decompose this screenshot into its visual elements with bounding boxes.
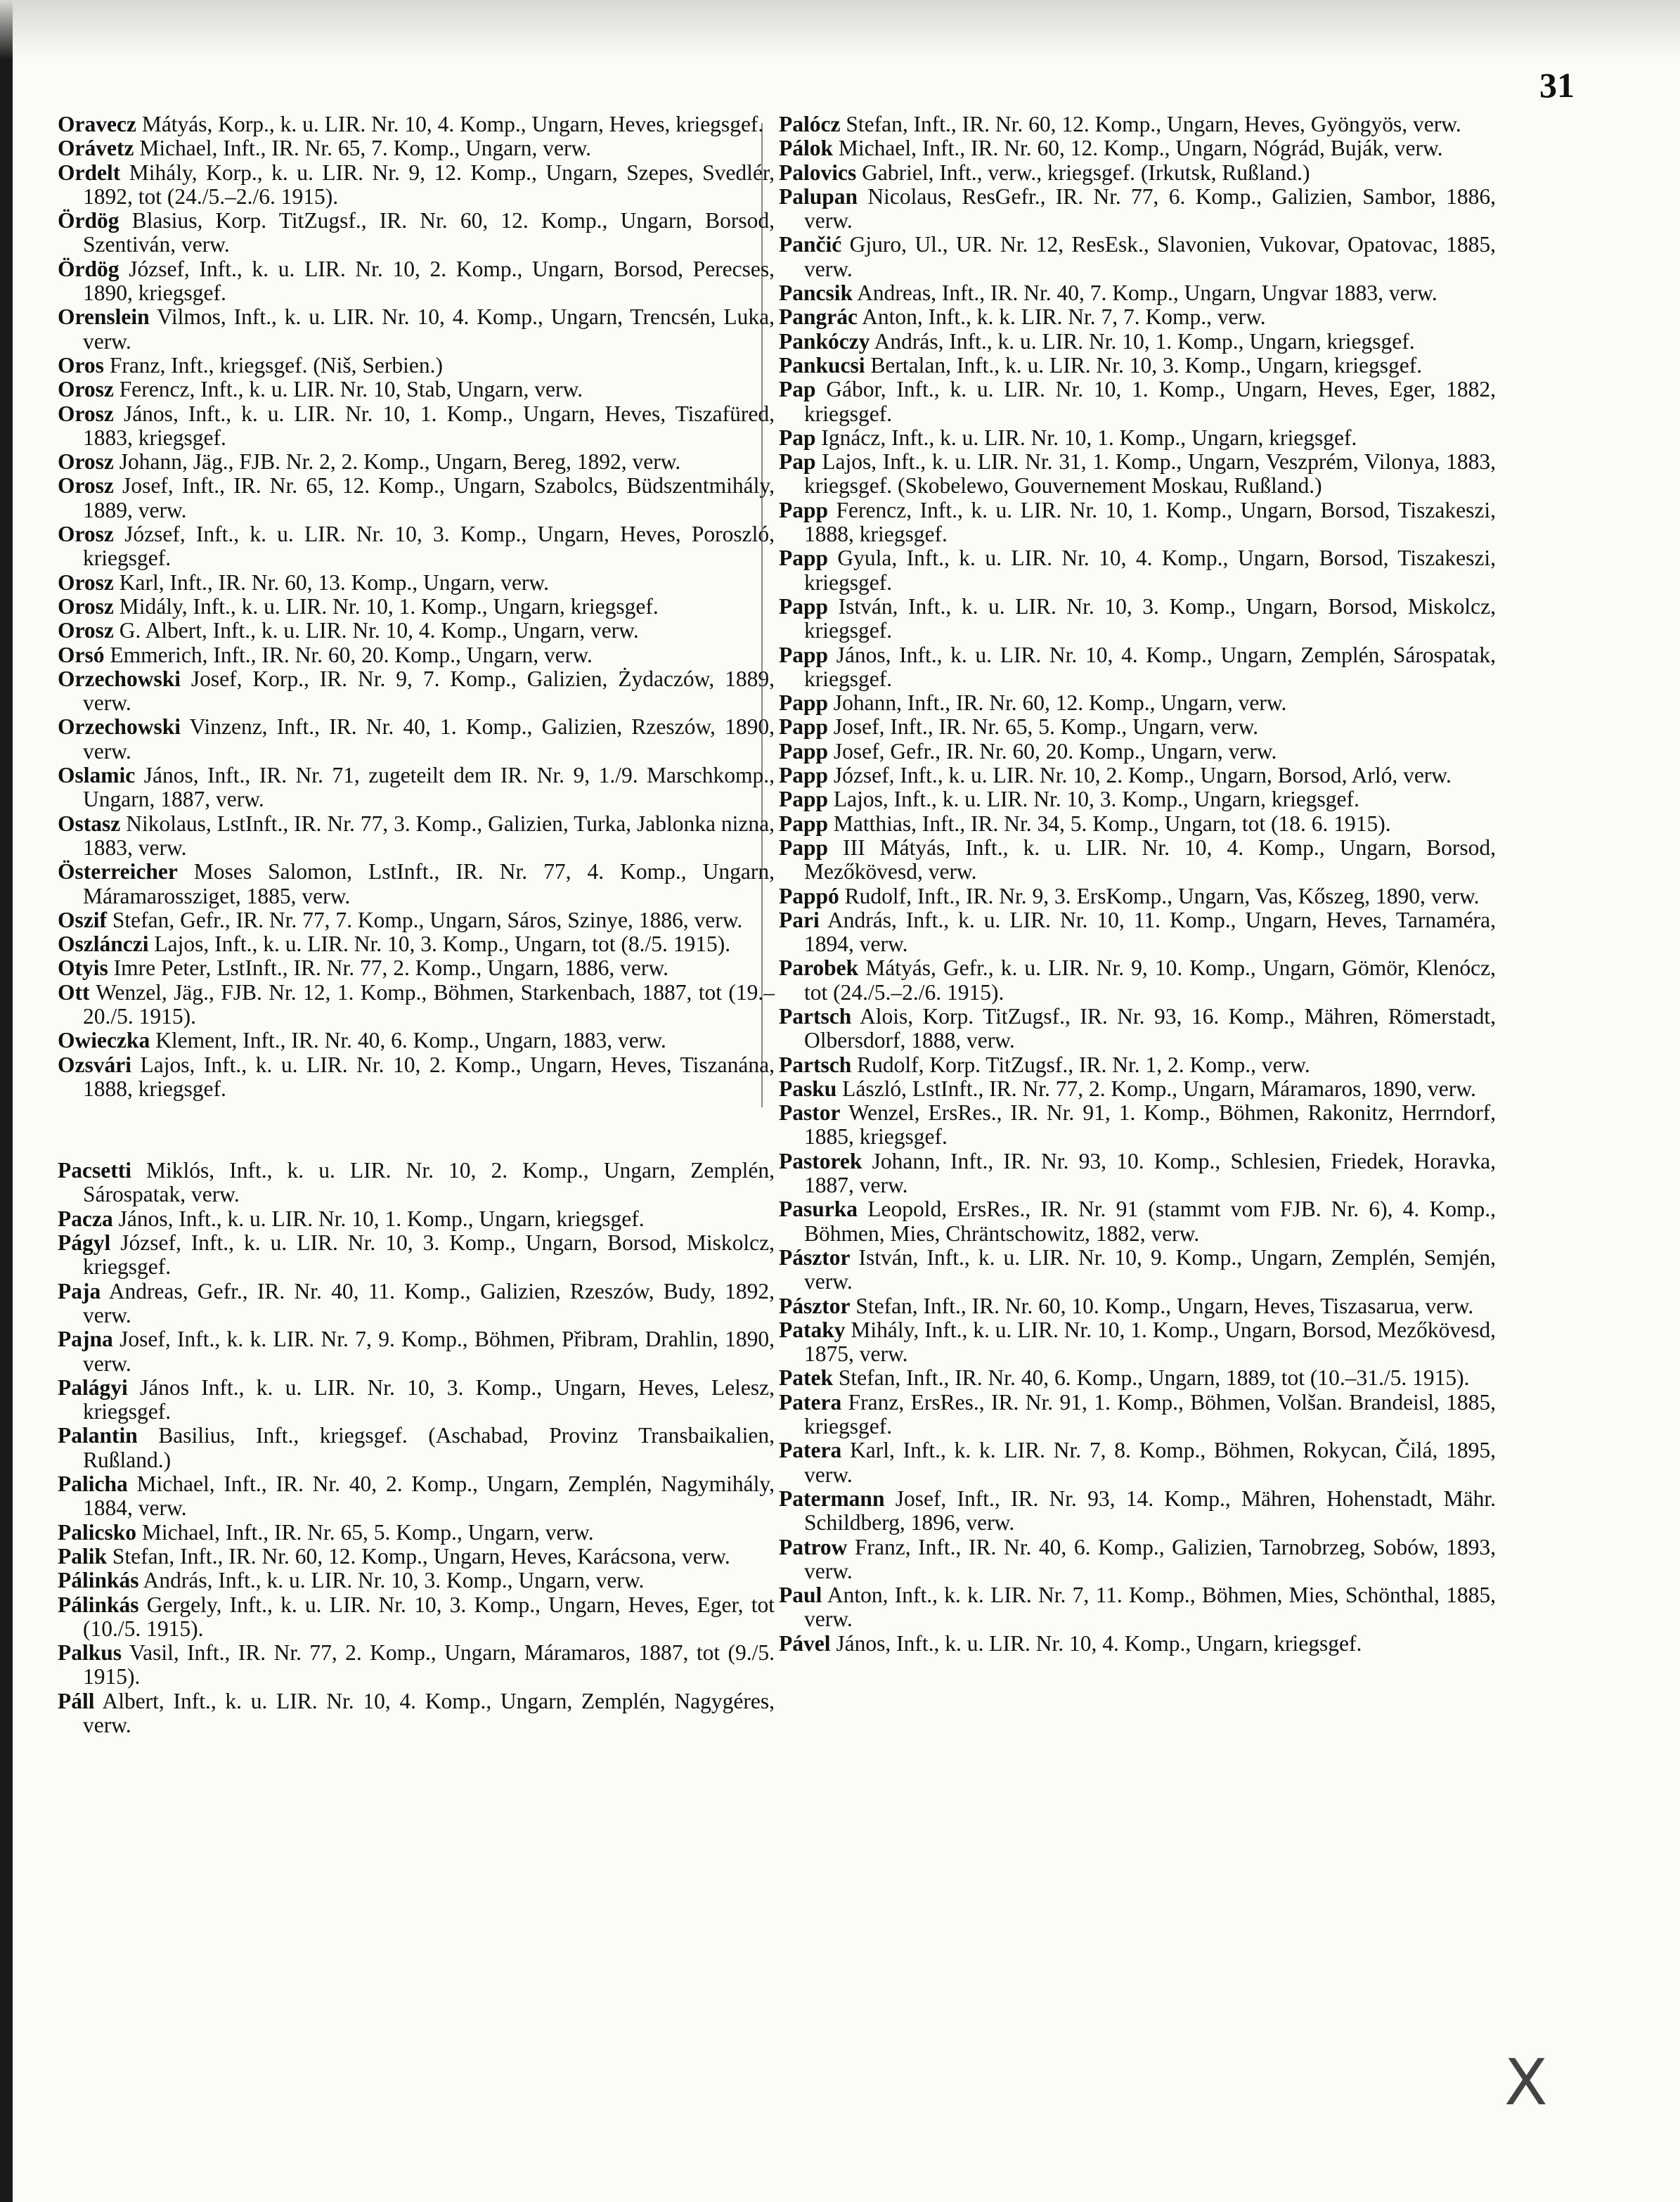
entry-details: József, Inft., k. u. LIR. Nr. 10, 3. Komp., Ungarn, Heves, Poroszló, kriegsgef. <box>83 522 775 571</box>
entry-details: Gergely, Inft., k. u. LIR. Nr. 10, 3. Komp., Ungarn, Heves, Eger, tot (10./5. 1915). <box>83 1592 775 1641</box>
entry-surname: Pálok <box>779 136 834 161</box>
entry-surname: Patek <box>779 1365 833 1391</box>
entry-details: Blasius, Korp. TitZugsf., IR. Nr. 60, 12. Komp., Ungarn, Borsod, Szentiván, verw. <box>83 208 775 257</box>
entry-details: Vinzenz, Inft., IR. Nr. 40, 1. Komp., Galizien, Rzeszów, 1890, verw. <box>83 714 775 764</box>
entry-details: Ignácz, Inft., k. u. LIR. Nr. 10, 1. Komp., Ungarn, kriegsgef. <box>815 425 1357 450</box>
list-item <box>58 981 775 1029</box>
entry-surname: Palupan <box>779 184 858 209</box>
entry-surname: Orosz <box>58 593 114 619</box>
entry-surname: Orosz <box>58 618 114 643</box>
entry-details: Wenzel, Jäg., FJB. Nr. 12, 1. Komp., Böhmen, Starkenbach, 1887, tot (19.–20./5. 1915). <box>83 979 775 1029</box>
entry-surname: Ott <box>58 979 90 1005</box>
list-item <box>58 1521 775 1545</box>
left-column <box>58 112 775 1737</box>
entry-details: Lajos, Inft., k. u. LIR. Nr. 10, 2. Komp., Ungarn, Heves, Tiszanána, 1888, kriegsgef. <box>83 1052 775 1101</box>
list-item <box>779 378 1496 426</box>
list-item <box>779 281 1496 305</box>
entry-details: Rudolf, Korp. TitZugsf., IR. Nr. 1, 2. Komp., verw. <box>851 1052 1310 1077</box>
entry-surname: Pacza <box>58 1206 113 1231</box>
list-item <box>779 546 1496 595</box>
list-item <box>58 1689 775 1738</box>
list-item <box>58 812 775 861</box>
list-item <box>58 112 775 136</box>
entry-surname: Palicha <box>58 1472 128 1497</box>
entry-details: Wenzel, ErsRes., IR. Nr. 91, 1. Komp., Böhmen, Rakonitz, Herrndorf, 1885, kriegsgef. <box>804 1100 1496 1150</box>
entry-surname: Pataky <box>779 1317 846 1342</box>
entry-surname: Papp <box>779 763 829 788</box>
left-column-p-entries <box>58 1159 775 1737</box>
list-item <box>58 667 775 716</box>
entry-details: Michael, Inft., IR. Nr. 60, 12. Komp., Ungarn, Nógrád, Buják, verw. <box>833 136 1443 161</box>
entry-details: Stefan, Inft., IR. Nr. 60, 10. Komp., Ungarn, Heves, Tiszasarua, verw. <box>850 1293 1474 1318</box>
entry-surname: Orzechowski <box>58 714 181 740</box>
entry-surname: Papp <box>779 811 829 836</box>
entry-details: István, Inft., k. u. LIR. Nr. 10, 9. Komp., Ungarn, Zemplén, Semjén, verw. <box>804 1244 1496 1294</box>
list-item <box>779 956 1496 1005</box>
list-item <box>58 1207 775 1231</box>
entry-details: Mihály, Korp., k. u. LIR. Nr. 9, 12. Komp., Ungarn, Szepes, Svedlér, 1892, tot (24./5.–2./6. 1915). <box>83 160 775 209</box>
list-item <box>779 450 1496 498</box>
entry-surname: Papp <box>779 835 829 860</box>
entry-surname: Ostasz <box>58 811 121 836</box>
list-item <box>58 1569 775 1592</box>
list-item <box>779 1535 1496 1584</box>
entry-surname: Pančić <box>779 232 842 257</box>
entry-details: János, Inft., k. u. LIR. Nr. 10, 4. Komp., Ungarn, Zemplén, Sárospatak, kriegsgef. <box>804 642 1496 691</box>
entry-details: Lajos, Inft., k. u. LIR. Nr. 10, 3. Komp., Ungarn, kriegsgef. <box>828 787 1359 812</box>
list-item <box>779 1053 1496 1077</box>
list-item <box>779 136 1496 160</box>
entry-surname: Österreicher <box>58 859 178 884</box>
entry-details: Stefan, Inft., IR. Nr. 60, 12. Komp., Ungarn, Heves, Gyöngyös, verw. <box>840 112 1461 136</box>
list-item <box>58 1424 775 1472</box>
list-item <box>58 1029 775 1052</box>
entry-surname: Orosz <box>58 522 114 547</box>
right-column-p-entries <box>779 112 1496 1656</box>
entry-surname: Orsó <box>58 642 105 667</box>
entry-surname: Otyis <box>58 955 108 981</box>
list-item <box>58 571 775 595</box>
list-item <box>58 474 775 522</box>
entry-surname: Ördög <box>58 208 119 233</box>
entry-details: Vasil, Inft., IR. Nr. 77, 2. Komp., Ungarn, Máramaros, 1887, tot (9./5. 1915). <box>83 1640 775 1689</box>
entry-details: G. Albert, Inft., k. u. LIR. Nr. 10, 4. Komp., Ungarn, verw. <box>113 618 639 643</box>
entry-surname: Papp <box>779 593 829 619</box>
entry-surname: Palovics <box>779 160 857 185</box>
margin-mark: X <box>1504 2046 1548 2120</box>
entry-details: Anton, Inft., k. k. LIR. Nr. 7, 7. Komp., verw. <box>857 304 1266 330</box>
entry-surname: Papp <box>779 787 829 812</box>
entry-surname: Owieczka <box>58 1028 150 1053</box>
list-item <box>58 1231 775 1280</box>
list-item <box>779 595 1496 643</box>
entry-surname: Pacsetti <box>58 1158 131 1183</box>
list-item <box>58 643 775 667</box>
list-item <box>779 330 1496 354</box>
entry-surname: Palantin <box>58 1423 138 1448</box>
entry-surname: Orosz <box>58 473 114 498</box>
list-item <box>779 884 1496 908</box>
entry-details: Ferencz, Inft., k. u. LIR. Nr. 10, 1. Komp., Ungarn, Borsod, Tiszakeszi, 1888, kriegsgef. <box>804 497 1496 547</box>
entry-surname: Páll <box>58 1688 95 1713</box>
list-item <box>779 836 1496 884</box>
entry-surname: Papp <box>779 714 829 740</box>
list-item <box>779 185 1496 233</box>
list-item <box>58 1545 775 1569</box>
entry-surname: Palócz <box>779 112 841 136</box>
list-item <box>58 1641 775 1689</box>
entry-details: Gábor, Inft., k. u. LIR. Nr. 10, 1. Komp., Ungarn, Heves, Eger, 1882, kriegsgef. <box>804 377 1496 426</box>
list-item <box>779 1077 1496 1101</box>
list-item <box>58 595 775 619</box>
entry-surname: Orávetz <box>58 136 134 161</box>
entry-details: Franz, Inft., kriegsgef. (Niš, Serbien.) <box>103 352 443 378</box>
entry-details: András, Inft., k. u. LIR. Nr. 10, 11. Komp., Ungarn, Heves, Tarnaméra, 1894, verw. <box>804 907 1496 957</box>
entry-details: Vilmos, Inft., k. u. LIR. Nr. 10, 4. Komp., Ungarn, Trencsén, Luka, verw. <box>83 304 775 354</box>
entry-surname: Pastor <box>779 1100 841 1126</box>
entry-surname: Oros <box>58 352 104 378</box>
entry-details: Rudolf, Inft., IR. Nr. 9, 3. ErsKomp., Ungarn, Vas, Kőszeg, 1890, verw. <box>839 883 1480 908</box>
entry-details: Josef, Korp., IR. Nr. 9, 7. Komp., Galizien, Żydaczów, 1889, verw. <box>83 666 775 716</box>
entry-details: Gjuro, Ul., UR. Nr. 12, ResEsk., Slavonien, Vukovar, Opatovac, 1885, verw. <box>804 232 1496 281</box>
entry-surname: Papp <box>779 642 829 667</box>
entry-details: Klement, Inft., IR. Nr. 40, 6. Komp., Ungarn, 1883, verw. <box>150 1028 666 1053</box>
entry-details: András, Inft., k. u. LIR. Nr. 10, 1. Komp., Ungarn, kriegsgef. <box>870 328 1415 354</box>
entry-surname: Palicsko <box>58 1519 137 1545</box>
list-item <box>779 161 1496 185</box>
entry-surname: Ordelt <box>58 160 121 185</box>
list-item <box>779 1150 1496 1198</box>
list-item <box>58 161 775 210</box>
list-item <box>58 1053 775 1102</box>
entry-surname: Partsch <box>779 1052 852 1077</box>
entry-surname: Pankóczy <box>779 328 870 354</box>
entry-surname: Patera <box>779 1389 842 1415</box>
entry-surname: Oslamic <box>58 763 136 788</box>
entry-surname: Ozsvári <box>58 1052 131 1077</box>
entry-surname: Orzechowski <box>58 666 181 691</box>
entry-details: Stefan, Inft., IR. Nr. 40, 6. Komp., Ungarn, 1889, tot (10.–31./5. 1915). <box>832 1365 1470 1391</box>
entry-details: III Mátyás, Inft., k. u. LIR. Nr. 10, 4. Komp., Ungarn, Borsod, Mezőkövesd, verw. <box>804 835 1496 884</box>
entry-surname: Ördög <box>58 256 119 281</box>
list-item <box>58 956 775 980</box>
list-item <box>779 1438 1496 1487</box>
entry-surname: Pásztor <box>779 1293 851 1318</box>
list-item <box>58 136 775 160</box>
entry-details: Josef, Gefr., IR. Nr. 60, 20. Komp., Ungarn, verw. <box>828 738 1277 764</box>
entry-details: Emmerich, Inft., IR. Nr. 60, 20. Komp., Ungarn, verw. <box>104 642 593 667</box>
entry-surname: Pastorek <box>779 1148 862 1173</box>
right-column <box>779 112 1496 1656</box>
list-item <box>779 908 1496 957</box>
entry-surname: Orosz <box>58 569 114 595</box>
list-item <box>779 740 1496 764</box>
entry-details: Imre Peter, LstInft., IR. Nr. 77, 2. Komp., Ungarn, 1886, verw. <box>108 955 668 981</box>
entry-details: János, Inft., IR. Nr. 71, zugeteilt dem IR. Nr. 9, 1./9. Marschkomp., Ungarn, 1887, verw. <box>83 763 775 812</box>
entry-surname: Pari <box>779 907 820 932</box>
entry-details: Lajos, Inft., k. u. LIR. Nr. 31, 1. Komp., Ungarn, Veszprém, Vilonya, 1883, kriegsgef. (Skobelewo, Gouvernement Moskau, Rußland.) <box>804 449 1496 498</box>
entry-details: Michael, Inft., IR. Nr. 65, 5. Komp., Ungarn, verw. <box>136 1519 594 1545</box>
entry-details: Andreas, Inft., IR. Nr. 40, 7. Komp., Ungarn, Ungvar 1883, verw. <box>853 281 1437 306</box>
entry-surname: Orosz <box>58 377 114 402</box>
entry-surname: Pap <box>779 449 816 475</box>
list-item <box>58 450 775 474</box>
entry-details: Gabriel, Inft., verw., kriegsgef. (Irkutsk, Rußland.) <box>856 160 1310 185</box>
entry-details: Mihály, Inft., k. u. LIR. Nr. 10, 1. Komp., Ungarn, Borsod, Mezőkövesd, 1875, verw. <box>804 1317 1496 1367</box>
list-item <box>58 619 775 643</box>
entry-surname: Papp <box>779 690 829 716</box>
entry-surname: Papp <box>779 497 829 522</box>
list-item <box>58 1327 775 1376</box>
entry-details: Franz, ErsRes., IR. Nr. 91, 1. Komp., Böhmen, Volšan. Brandeisl, 1885, kriegsgef. <box>804 1389 1496 1439</box>
list-item <box>58 522 775 571</box>
entry-surname: Pásztor <box>779 1244 851 1270</box>
entry-details: Michael, Inft., IR. Nr. 40, 2. Komp., Ungarn, Zemplén, Nagymihály, 1884, verw. <box>83 1472 775 1521</box>
entry-details: Ferencz, Inft., k. u. LIR. Nr. 10, Stab, Ungarn, verw. <box>113 377 583 402</box>
entry-surname: Papp <box>779 546 829 571</box>
entry-details: Gyula, Inft., k. u. LIR. Nr. 10, 4. Komp., Ungarn, Borsod, Tiszakeszi, kriegsgef. <box>804 546 1496 595</box>
list-item <box>779 715 1496 739</box>
entry-details: Franz, Inft., IR. Nr. 40, 6. Komp., Galizien, Tarnobrzeg, Sobów, 1893, verw. <box>804 1534 1496 1583</box>
entry-surname: Pangrác <box>779 304 858 330</box>
list-item <box>779 764 1496 787</box>
entry-details: Mátyás, Korp., k. u. LIR. Nr. 10, 4. Komp., Ungarn, Heves, kriegsgef. <box>136 112 764 136</box>
entry-details: József, Inft., k. u. LIR. Nr. 10, 3. Komp., Ungarn, Borsod, Miskolcz, kriegsgef. <box>83 1230 775 1280</box>
entry-details: Anton, Inft., k. k. LIR. Nr. 7, 11. Komp., Böhmen, Mies, Schönthal, 1885, verw. <box>804 1583 1496 1632</box>
entry-surname: Oravecz <box>58 112 136 136</box>
scan-top-shadow <box>0 0 1680 60</box>
entry-surname: Paul <box>779 1583 822 1608</box>
entry-details: Josef, Inft., IR. Nr. 65, 5. Komp., Ungarn, verw. <box>828 714 1259 740</box>
entry-surname: Oszif <box>58 907 107 932</box>
entry-details: József, Inft., k. u. LIR. Nr. 10, 2. Komp., Ungarn, Borsod, Arló, verw. <box>828 763 1452 788</box>
list-item <box>58 860 775 908</box>
list-item <box>779 354 1496 378</box>
entry-details: Johann, Jäg., FJB. Nr. 2, 2. Komp., Ungarn, Bereg, 1892, verw. <box>113 449 681 475</box>
list-item <box>58 209 775 257</box>
entry-details: Karl, Inft., k. k. LIR. Nr. 7, 8. Komp., Böhmen, Rokycan, Čilá, 1895, verw. <box>804 1438 1496 1487</box>
left-column-o-entries <box>58 112 775 1101</box>
list-item <box>779 1005 1496 1053</box>
entry-surname: Pap <box>779 377 816 402</box>
list-item <box>779 1487 1496 1535</box>
list-item <box>779 305 1496 329</box>
entry-details: Miklós, Inft., k. u. LIR. Nr. 10, 2. Komp., Ungarn, Zemplén, Sárospatak, verw. <box>83 1158 775 1207</box>
entry-surname: Pálinkás <box>58 1592 139 1617</box>
list-item <box>58 305 775 354</box>
entry-surname: Orenslein <box>58 304 150 330</box>
entry-surname: Palágyi <box>58 1374 128 1400</box>
entry-details: Alois, Korp. TitZugsf., IR. Nr. 93, 16. Komp., Mähren, Römerstadt, Olbersdorf, 1888, verw. <box>804 1003 1496 1053</box>
entry-details: János, Inft., k. u. LIR. Nr. 10, 4. Komp., Ungarn, kriegsgef. <box>830 1630 1362 1656</box>
list-item <box>779 1246 1496 1294</box>
entry-details: Lajos, Inft., k. u. LIR. Nr. 10, 3. Komp., Ungarn, tot (8./5. 1915). <box>148 932 731 957</box>
entry-surname: Pálinkás <box>58 1568 139 1593</box>
entry-surname: Orosz <box>58 449 114 475</box>
entry-surname: Pappó <box>779 883 839 908</box>
entry-surname: Pajna <box>58 1327 113 1352</box>
entry-details: Nikolaus, LstInft., IR. Nr. 77, 3. Komp., Galizien, Turka, Jablonka nizna, 1883, verw. <box>83 811 775 860</box>
list-item <box>779 233 1496 281</box>
entry-details: József, Inft., k. u. LIR. Nr. 10, 2. Komp., Ungarn, Borsod, Perecses, 1890, kriegsgef. <box>83 256 775 306</box>
entry-details: János, Inft., k. u. LIR. Nr. 10, 1. Komp., Ungarn, Heves, Tiszafüred, 1883, kriegsgef. <box>83 401 775 450</box>
entry-details: Johann, Inft., IR. Nr. 93, 10. Komp., Schlesien, Friedek, Horavka, 1887, verw. <box>804 1148 1496 1198</box>
entry-details: Josef, Inft., k. k. LIR. Nr. 7, 9. Komp., Böhmen, Přibram, Drahlin, 1890, verw. <box>83 1327 775 1376</box>
entry-surname: Patera <box>779 1438 842 1463</box>
entry-details: Moses Salomon, LstInft., IR. Nr. 77, 4. Komp., Ungarn, Máramarossziget, 1885, verw. <box>83 859 775 908</box>
list-item <box>58 1376 775 1424</box>
entry-details: Michael, Inft., IR. Nr. 65, 7. Komp., Ungarn, verw. <box>134 136 592 161</box>
entry-surname: Pancsik <box>779 281 853 306</box>
entry-details: Leopold, ErsRes., IR. Nr. 91 (stammt vom FJB. Nr. 6), 4. Komp., Böhmen, Mies, Chräntschowitz, 1882, verw. <box>804 1197 1496 1246</box>
entry-surname: Patermann <box>779 1486 885 1511</box>
entry-details: Stefan, Inft., IR. Nr. 60, 12. Komp., Ungarn, Heves, Karácsona, verw. <box>107 1543 730 1569</box>
list-item <box>779 426 1496 450</box>
entry-details: János, Inft., k. u. LIR. Nr. 10, 1. Komp., Ungarn, kriegsgef. <box>112 1206 645 1231</box>
list-item <box>58 378 775 401</box>
list-item <box>58 764 775 812</box>
entry-details: Johann, Inft., IR. Nr. 60, 12. Komp., Ungarn, verw. <box>828 690 1287 716</box>
list-item <box>779 643 1496 692</box>
entry-surname: Pap <box>779 425 816 450</box>
entry-details: András, Inft., k. u. LIR. Nr. 10, 3. Komp., Ungarn, verw. <box>138 1568 645 1593</box>
list-item <box>779 1318 1496 1367</box>
entry-details: Albert, Inft., k. u. LIR. Nr. 10, 4. Komp., Ungarn, Zemplén, Nagygéres, verw. <box>83 1688 775 1737</box>
entry-details: Josef, Inft., IR. Nr. 65, 12. Komp., Ungarn, Szabolcs, Büdszentmihály, 1889, verw. <box>83 473 775 522</box>
entry-surname: Palkus <box>58 1640 122 1666</box>
page-number: 31 <box>1539 65 1575 105</box>
scan-left-edge <box>0 0 13 2202</box>
list-item <box>779 1366 1496 1390</box>
list-item <box>779 691 1496 715</box>
entry-details: Karl, Inft., IR. Nr. 60, 13. Komp., Ungarn, verw. <box>113 569 550 595</box>
entry-surname: Paja <box>58 1278 101 1303</box>
section-gap <box>58 1101 775 1159</box>
list-item <box>58 402 775 451</box>
list-item <box>58 1159 775 1207</box>
list-item <box>779 1294 1496 1318</box>
list-item <box>779 498 1496 547</box>
entry-details: Stefan, Gefr., IR. Nr. 77, 7. Komp., Ungarn, Sáros, Szinye, 1886, verw. <box>106 907 743 932</box>
list-item <box>58 354 775 378</box>
entry-details: Matthias, Inft., IR. Nr. 34, 5. Komp., Ungarn, tot (18. 6. 1915). <box>828 811 1391 836</box>
list-item <box>779 787 1496 811</box>
entry-surname: Palik <box>58 1543 108 1569</box>
entry-surname: Pasurka <box>779 1197 858 1222</box>
entry-details: Josef, Inft., IR. Nr. 93, 14. Komp., Mähren, Hohenstadt, Mähr. Schildberg, 1896, verw. <box>804 1486 1496 1535</box>
entry-surname: Orosz <box>58 401 114 426</box>
entry-details: Midály, Inft., k. u. LIR. Nr. 10, 1. Komp., Ungarn, kriegsgef. <box>113 593 659 619</box>
list-item <box>58 932 775 956</box>
list-item <box>58 908 775 932</box>
entry-surname: Parobek <box>779 955 859 981</box>
list-item <box>779 112 1496 136</box>
entry-surname: Partsch <box>779 1003 852 1029</box>
list-item <box>58 1472 775 1521</box>
list-item <box>779 1101 1496 1150</box>
list-item <box>58 715 775 764</box>
entry-details: István, Inft., k. u. LIR. Nr. 10, 3. Komp., Ungarn, Borsod, Miskolcz, kriegsgef. <box>804 593 1496 643</box>
list-item <box>779 1583 1496 1632</box>
list-item <box>58 1280 775 1328</box>
entry-surname: Pasku <box>779 1076 837 1101</box>
list-item <box>779 812 1496 836</box>
entry-details: László, LstInft., IR. Nr. 77, 2. Komp., Ungarn, Máramaros, 1890, verw. <box>836 1076 1476 1101</box>
entry-surname: Patrow <box>779 1534 848 1559</box>
entry-surname: Oszlánczi <box>58 932 149 957</box>
entry-surname: Págyl <box>58 1230 111 1256</box>
entry-details: Mátyás, Gefr., k. u. LIR. Nr. 9, 10. Komp., Ungarn, Gömör, Klenócz, tot (24./5.–2./6. 1915). <box>804 955 1496 1005</box>
entry-surname: Pankucsi <box>779 352 865 378</box>
entry-details: Bertalan, Inft., k. u. LIR. Nr. 10, 3. Komp., Ungarn, kriegsgef. <box>865 352 1423 378</box>
list-item <box>58 257 775 306</box>
entry-surname: Pável <box>779 1630 831 1656</box>
entry-details: Basilius, Inft., kriegsgef. (Aschabad, Provinz Transbaikalien, Rußland.) <box>83 1423 775 1472</box>
list-item <box>779 1391 1496 1439</box>
list-item <box>58 1593 775 1642</box>
entry-details: Andreas, Gefr., IR. Nr. 40, 11. Komp., Galizien, Rzeszów, Budy, 1892, verw. <box>83 1278 775 1327</box>
entry-surname: Papp <box>779 738 829 764</box>
list-item <box>779 1197 1496 1246</box>
entry-details: Nicolaus, ResGefr., IR. Nr. 77, 6. Komp., Galizien, Sambor, 1886, verw. <box>804 184 1496 233</box>
entry-details: János Inft., k. u. LIR. Nr. 10, 3. Komp., Ungarn, Heves, Lelesz, kriegsgef. <box>83 1374 775 1424</box>
list-item <box>779 1632 1496 1656</box>
